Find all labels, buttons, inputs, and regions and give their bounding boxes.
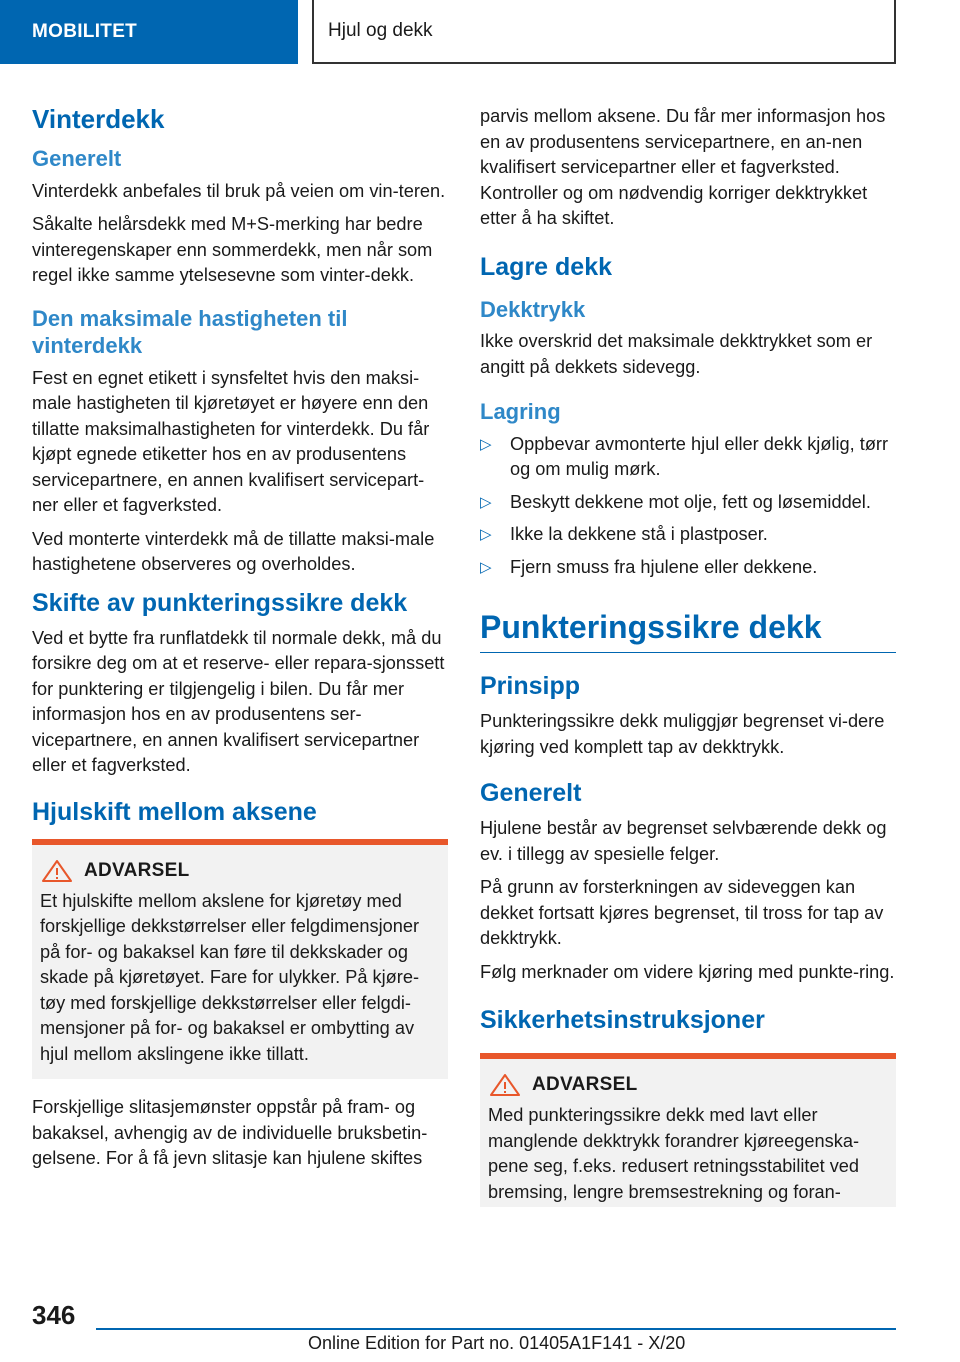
heading-generelt: Generelt bbox=[480, 779, 582, 808]
list-item-text: Oppbevar avmonterte hjul eller dekk kjølig, tørr og om mulig mørk. bbox=[510, 433, 889, 479]
paragraph: Forskjellige slitasjemønster oppstår på fram- og bakaksel, avhengig av de individuelle bruksbetin-gelsene. For å få jevn slitasje kan hjulene skiftes bbox=[32, 1097, 428, 1169]
heading-prinsipp: Prinsipp bbox=[480, 672, 581, 701]
warning-header bbox=[40, 859, 440, 883]
warning-title: ADVARSEL bbox=[532, 1074, 638, 1096]
list-item bbox=[480, 432, 896, 483]
warning-box bbox=[32, 839, 448, 1080]
heading-hjulskift: Hjulskift mellom aksene bbox=[32, 797, 317, 826]
heading-punkteringssikre-dekk: Punkteringssikre dekk bbox=[480, 608, 896, 653]
paragraph: Ved monterte vinterdekk må de tillatte maksi-male hastighetene observeres og overholdes. bbox=[32, 528, 435, 575]
paragraph: Vinterdekk anbefales til bruk på veien om vin-teren. bbox=[32, 180, 446, 201]
list-item-text: Fjern smuss fra hjulene eller dekkene. bbox=[510, 556, 818, 577]
heading-lagre-dekk: Lagre dekk bbox=[480, 252, 613, 281]
chapter-title: Hjul og dekk bbox=[328, 20, 433, 41]
heading-maks-hastighet bbox=[32, 305, 448, 360]
warning-title: ADVARSEL bbox=[84, 859, 190, 881]
heading-generelt: Generelt bbox=[32, 146, 122, 172]
triangle-right-bullet-icon: ▷ bbox=[480, 435, 492, 453]
list-item-text: Beskytt dekkene mot olje, fett og løsemiddel. bbox=[510, 491, 871, 512]
heading-line: vinterdekk bbox=[32, 333, 143, 359]
list-item bbox=[480, 522, 896, 548]
triangle-right-bullet-icon: ▷ bbox=[480, 526, 492, 543]
heading-dekktrykk: Dekktrykk bbox=[480, 296, 586, 322]
paragraph: Såkalte helårsdekk med M+S-merking har bedre vinteregenskaper enn sommerdekk, men når som regel ikke samme ytelsesevne som vinter-dekk. bbox=[32, 214, 433, 286]
heading-skifte: Skifte av punkteringssikre dekk bbox=[32, 588, 408, 617]
warning-text: Et hjulskifte mellom akslene for kjøretøy med forskjellige dekkstørrelser eller felgdimensjoner på for- og bakaksel kan føre til dekkskader og skade på kjøretøyet. Fare for ulykker. På kjøre-tøy med forskjellige dekkstørrelser eller felgdi-mensjoner på for- og bakaksel er ombytting av hjul mellom akslingene ikke tillatt. bbox=[40, 890, 420, 1064]
list-item-text: Ikke la dekkene stå i plastposer. bbox=[510, 524, 768, 544]
warning-box bbox=[480, 1053, 896, 1207]
chapter-header bbox=[312, 0, 896, 64]
page-number: 346 bbox=[32, 1300, 76, 1330]
warning-triangle-icon bbox=[40, 859, 74, 883]
warning-header bbox=[488, 1073, 888, 1097]
triangle-right-bullet-icon: ▷ bbox=[480, 493, 492, 511]
list-item bbox=[480, 490, 896, 516]
footer-edition: Online Edition for Part no. 01405A1F141 - X/20 bbox=[308, 1333, 686, 1353]
paragraph: Følg merknader om videre kjøring med punkte-ring. bbox=[480, 961, 895, 982]
left-column bbox=[32, 96, 448, 1180]
heading-vinterdekk: Vinterdekk bbox=[32, 104, 165, 134]
section-tab bbox=[0, 0, 298, 64]
paragraph: Ved et bytte fra runflatdekk til normale dekk, må du forsikre deg om at et reserve- eller repara-sjonssett for punktering er tilgjengelig i bilen. Du får mer informasjon hos en av produsentens ser-vicepartnere, en annen kvalifisert servicepartner eller et fagverksted. bbox=[32, 627, 445, 776]
paragraph: På grunn av forsterkningen av sideveggen kan dekket fortsatt kjøres begrenset, til tross for tap av dekktrykk. bbox=[480, 877, 884, 949]
footer-divider bbox=[96, 1328, 896, 1330]
right-column bbox=[480, 96, 896, 1223]
heading-lagring: Lagring bbox=[480, 399, 561, 424]
section-title: MOBILITET bbox=[32, 21, 138, 42]
list-item bbox=[480, 555, 896, 581]
lagring-list bbox=[480, 432, 896, 581]
warning-text: Med punkteringssikre dekk med lavt eller manglende dekktrykk forandrer kjøreegenska-pene seg, f.eks. redusert retningsstabilitet ved bremsing, lengre bremsestrekning og foran- bbox=[488, 1105, 860, 1202]
paragraph: Punkteringssikre dekk muliggjør begrenset vi-dere kjøring ved komplett tap av dekktrykk. bbox=[480, 711, 885, 757]
triangle-right-bullet-icon: ▷ bbox=[480, 558, 492, 576]
heading-sikkerhetsinstruksjoner: Sikkerhetsinstruksjoner bbox=[480, 1006, 765, 1035]
paragraph: Fest en egnet etikett i synsfeltet hvis den maksi-male hastigheten til kjøretøyet er høyere enn den tillatte maksimalhastigheten for vinterdekk. Du får kjøpt egnede etiketter hos en av produsentens servicepartnere, en annen kvalifisert servicepart-ner eller et fagverksted. bbox=[32, 367, 430, 516]
paragraph: Hjulene består av begrenset selvbærende dekk og ev. i tillegg av spesielle felger. bbox=[480, 818, 887, 864]
warning-triangle-icon bbox=[488, 1073, 522, 1097]
heading-line: Den maksimale hastigheten til bbox=[32, 305, 348, 331]
paragraph: Ikke overskrid det maksimale dekktrykket som er angitt på dekkets sidevegg. bbox=[480, 331, 873, 377]
paragraph: parvis mellom aksene. Du får mer informasjon hos en av produsentens servicepartnere, en an-nen kvalifisert servicepartner eller et fagverksted. Kontroller og om nødvendig korriger dekktrykket etter å ha skiftet. bbox=[480, 106, 886, 228]
